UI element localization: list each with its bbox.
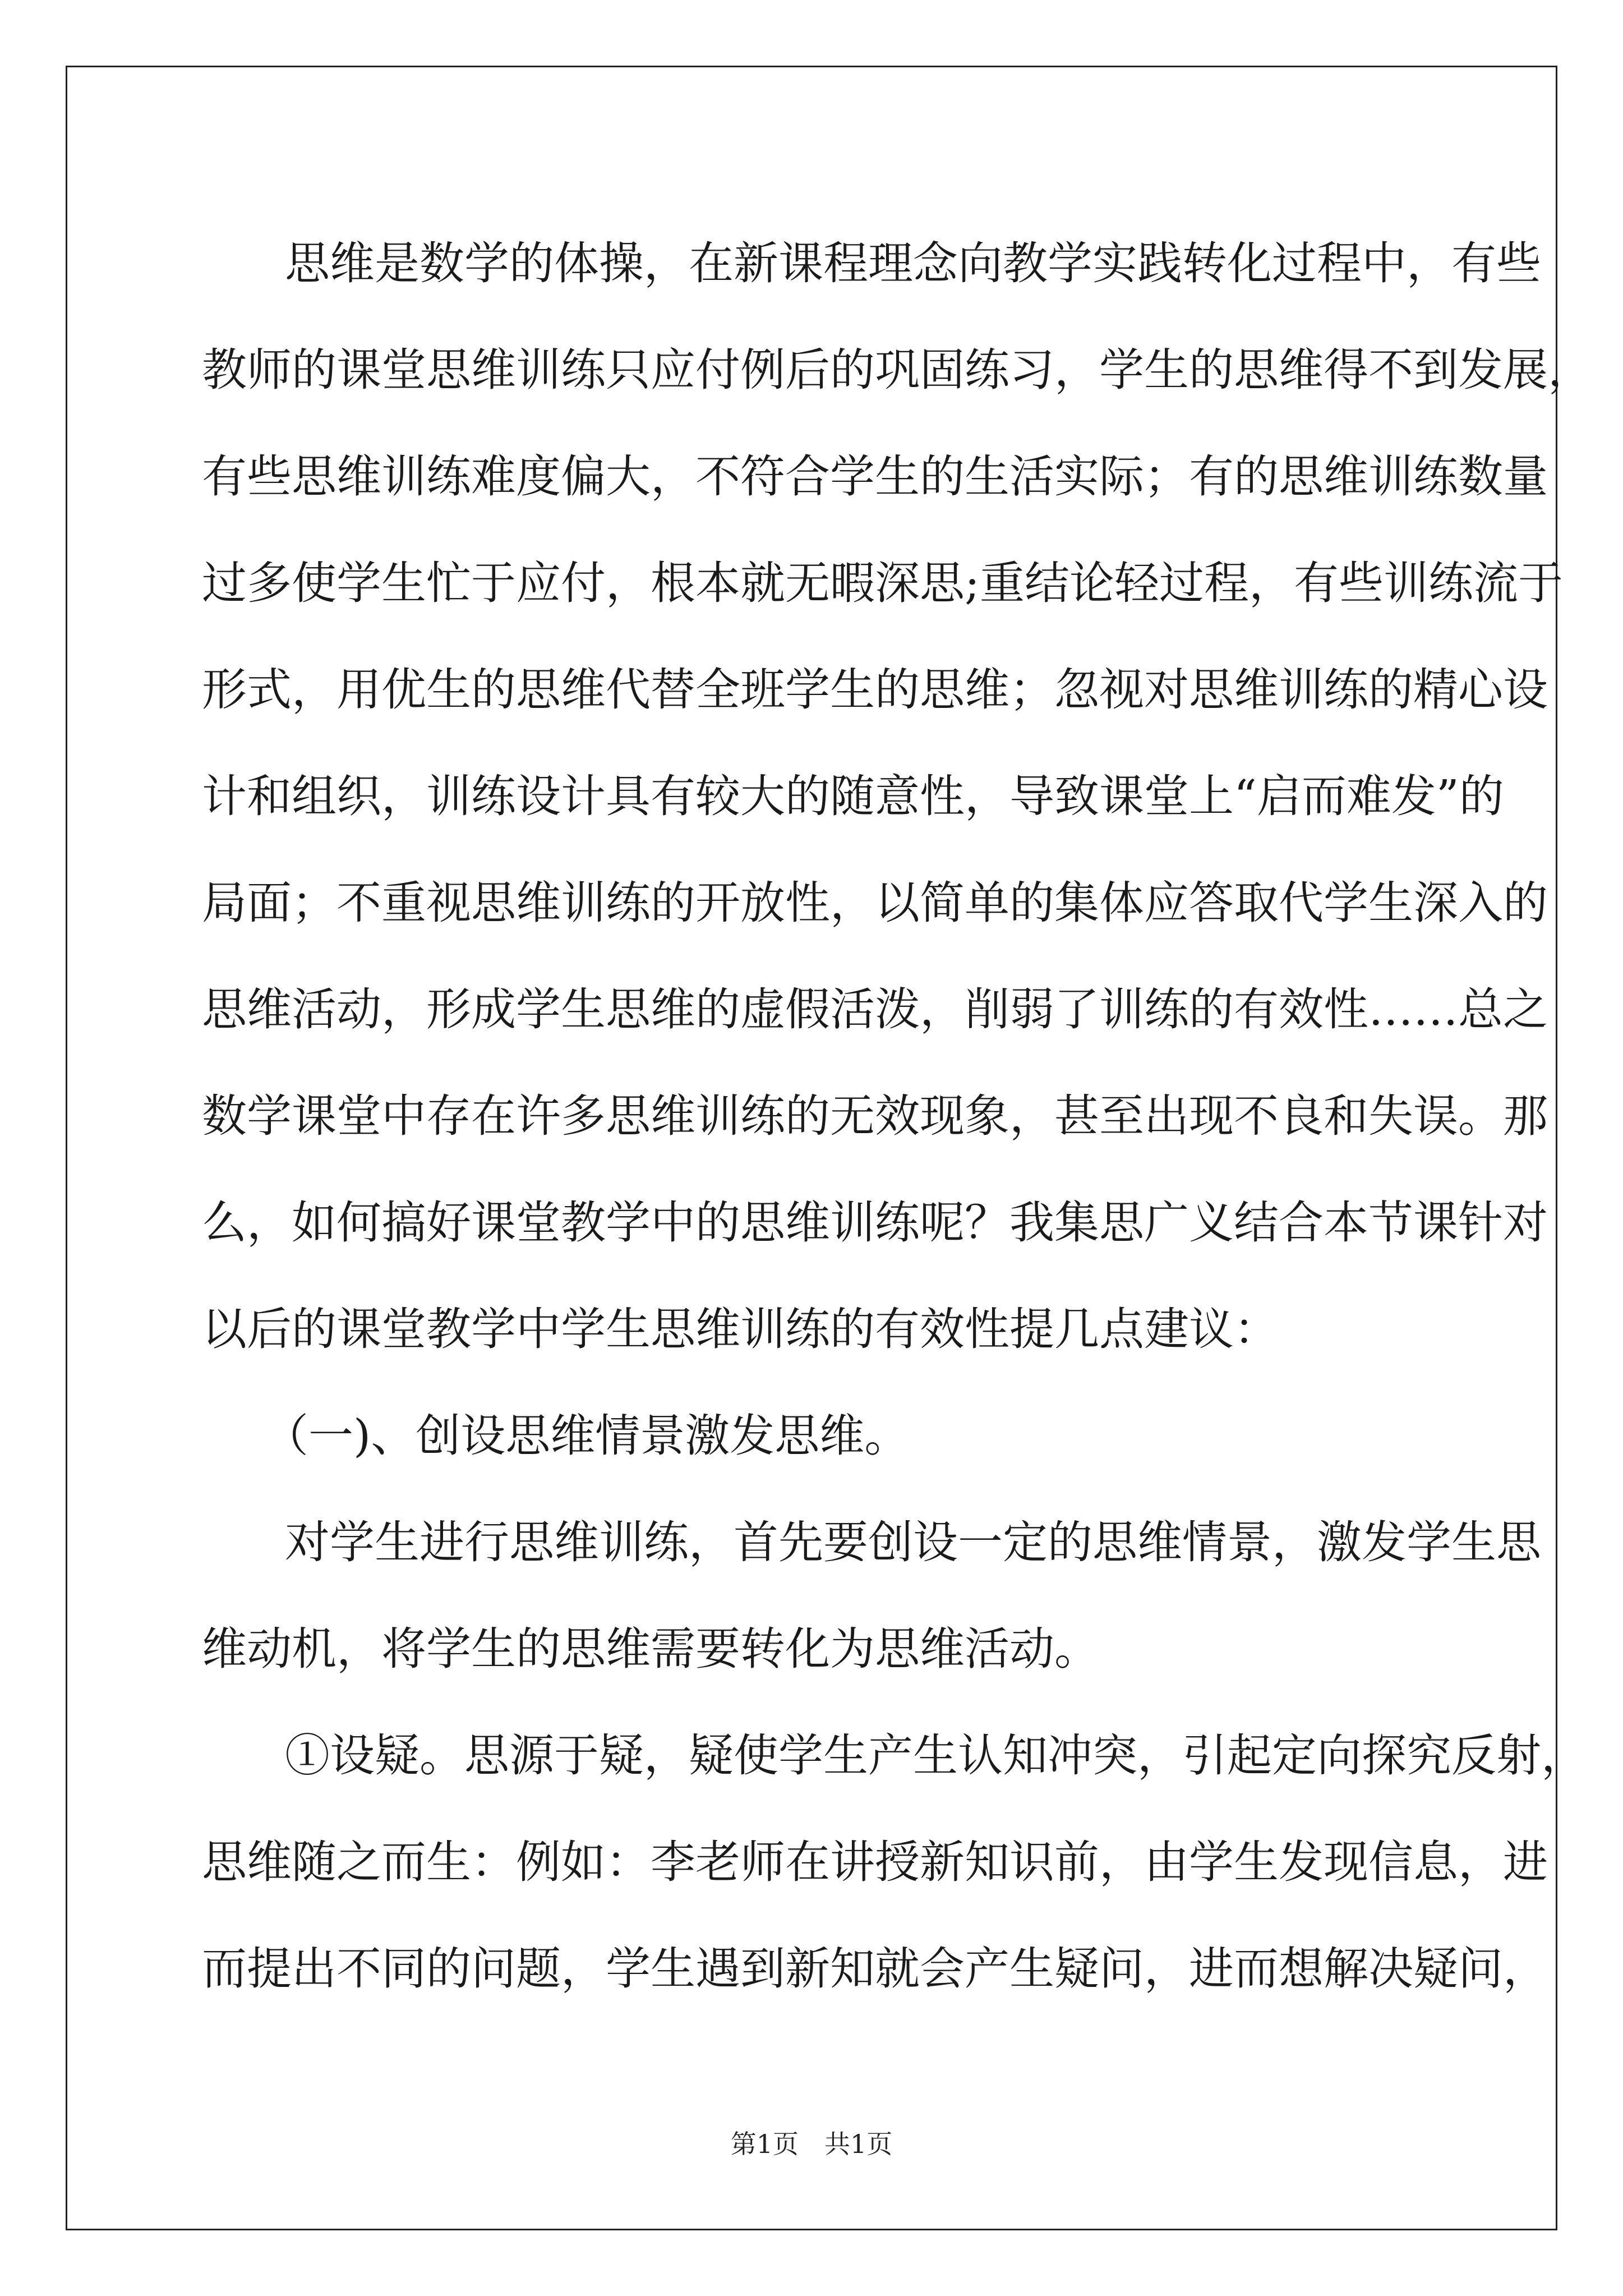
paragraph-line: 思维是数学的体操，在新课程理念向教学实践转化过程中，有些 (285, 237, 1541, 289)
paragraph-line: 形式，用优生的思维代替全班学生的思维；忽视对思维训练的精心设 (202, 664, 1548, 716)
paragraph-line: 思维随之而生：例如：李老师在讲授新知识前，由学生发现信息，进 (202, 1836, 1548, 1888)
paragraph-line: 么，如何搞好课堂教学中的思维训练呢？我集思广义结合本节课针对 (202, 1197, 1548, 1249)
paragraph-line: ①设疑。思源于疑，疑使学生产生认知冲突，引起定向探究反射， (285, 1729, 1586, 1782)
page-number-footer: 第1页 共1页 (730, 2129, 893, 2159)
paragraph-line: 数学课堂中存在许多思维训练的无效现象，甚至出现不良和失误。那 (202, 1090, 1548, 1142)
paragraph-line: 有些思维训练难度偏大，不符合学生的生活实际；有的思维训练数量 (202, 450, 1548, 503)
document-body (202, 210, 1593, 2022)
paragraph-line: 思维活动，形成学生思维的虚假活泼，削弱了训练的有效性……总之 (202, 983, 1548, 1036)
paragraph-line: 过多使学生忙于应付，根本就无暇深思;重结论轻过程，有些训练流于 (202, 557, 1563, 609)
paragraph-line: 维动机，将学生的思维需要转化为思维活动。 (202, 1623, 1099, 1675)
paragraph-line: 教师的课堂思维训练只应付例后的巩固练习，学生的思维得不到发展， (202, 344, 1593, 396)
section-heading: （一)、创设思维情景激发思维。 (264, 1410, 910, 1462)
paragraph-line: 而提出不同的问题，学生遇到新知就会产生疑问，进而想解决疑问， (202, 1943, 1548, 1995)
paragraph-line: 局面；不重视思维训练的开放性，以简单的集体应答取代学生深入的 (202, 877, 1548, 929)
paragraph-line: 以后的课堂教学中学生思维训练的有效性提几点建议： (202, 1303, 1279, 1355)
paragraph-line: 对学生进行思维训练，首先要创设一定的思维情景，激发学生思 (285, 1516, 1541, 1568)
paragraph-line: 计和组织，训练设计具有较大的随意性，导致课堂上“启而难发”的 (202, 770, 1504, 822)
